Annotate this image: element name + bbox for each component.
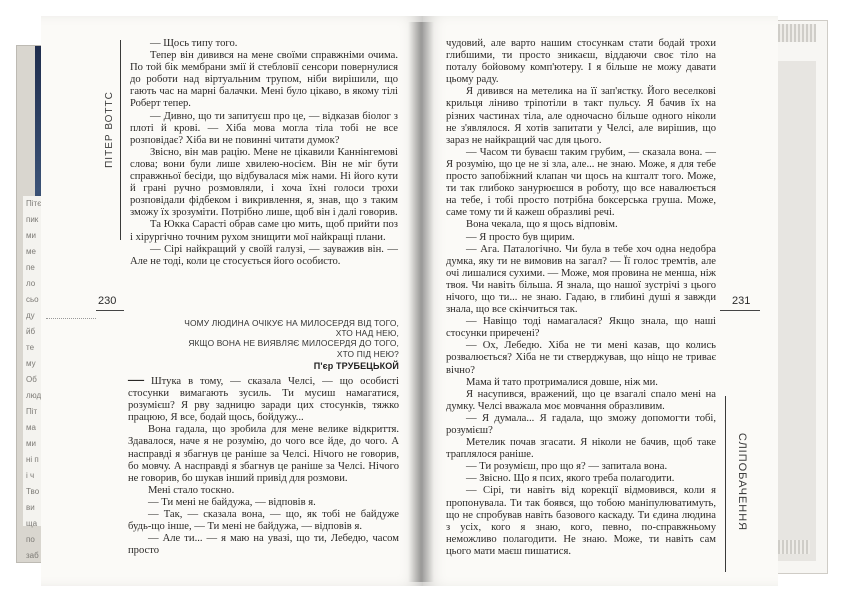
- paragraph: — Навіщо тоді намагалася? Якщо знала, що наші стосунки приречені?: [446, 316, 716, 340]
- paragraph: — Сірі, ти навіть від корекції відмовився, коли я пропонувала. Ти так боявся, що тобою маніпулюватимуть, що не спробував навіть базового каскаду. Ти єдина людина з усіх, кого я знаю, кого, певно, по-справжньому неможливо полагодити. Не знаю. Може, ти навіть сам цього мати маєш пишатися.: [446, 485, 716, 557]
- edge-text-fragment: пе: [26, 263, 35, 272]
- paragraph: Звісно, він мав рацію. Мене не цікавили Каннінгемові слова; вони були лише хвилею-носієм. Він не міг бути справжньої бесіди, що відбувалася між нами. Ні його кути й грані ручно розмовляли, і хоча їхні голоси трохи розповідали фідбеком і викривлення, я, знав, що з таким зможу їх зрозуміти. Потрібно лише, щоб він і далі говорив.: [130, 146, 398, 219]
- running-head-rule: [120, 40, 121, 240]
- chapter-first-paragraph: Штука в тому, — сказала Челсі, — що особисті стосунки вимагають зусиль. Ти мусиш намагатися, розумієш? Я рву задницю заради цих стосунків, тяжко працюю, Я все, бодай щось, бойдужу...: [128, 376, 399, 424]
- paragraph: Вона гадала, що зробила для мене велике відкриття. Здавалося, наче я не розумію, до чого все йде, до чого. А насправді я збагнув це раніше за Челсі. Нічого не говорив, бо мовчу. А насправді я збагнув це раніше за Челсі. Нічого не говорив, бо шукав інший привід для розмови.: [128, 424, 399, 484]
- paragraph: Та Юкка Сарасті обрав саме цю мить, щоб прийти поз і хірургічно точним рухом знищити мої найкращі плани.: [130, 219, 398, 243]
- chapter-opening: [128, 371, 399, 424]
- epigraph-author: П'єр ТРУБЕЦЬКОЙ: [313, 360, 399, 371]
- edge-text-fragment: Тво: [26, 487, 40, 496]
- paragraph: — Ти розумієш, про що я? — запитала вона.: [466, 461, 668, 473]
- edge-text-fragment: йб: [26, 327, 36, 336]
- paragraph: Я насупився, вражений, що це взагалі спало мені на думку. Челсі вважала моє мовчання образливим.: [446, 388, 716, 412]
- paragraph: — Я думала... Я гадала, що зможу допомогти тобі, розумієш?: [446, 412, 716, 436]
- paragraph: — Ох, Лебедю. Хіба не ти мені казав, що колись розвалюється? Хіба не ти стверджував, що ніщо не триває вічно?: [446, 340, 716, 376]
- epigraph: [180, 318, 399, 371]
- paragraph: — Ага. Паталогічно. Чи була в тебе хоч одна недобра думка, яку ти не вимовив на загал? — Її голос тремтів, але очі лишалися сухими. — Може, моя провина не менша, ніж твоя. Чи навіть більша. Я знала, що нашої зустрічі з цього нічого, що ти... не знаю. Гадаю, в глибині душі я завжди знала, що все скінчиться так.: [446, 243, 716, 316]
- paragraph: — Щось типу того.: [150, 38, 238, 49]
- page-stack-right: [770, 20, 828, 574]
- page-number-rule: [720, 310, 760, 311]
- right-running-head: [729, 396, 751, 572]
- edge-text-fragment: ща: [26, 519, 38, 528]
- paragraph: — Я просто був щирим.: [466, 231, 575, 243]
- paragraph: Вона чекала, що я щось відповім.: [466, 219, 618, 231]
- running-head-rule: [725, 396, 726, 572]
- epigraph-line: ЧОМУ ЛЮДИНА ОЧІКУЄ НА МИЛОСЕРДЯ ВІД ТОГО, ХТО НАД НЕЮ,: [184, 318, 399, 339]
- paragraph: — Сірі найкращий у своїй галузі, — зауважив він. — Але не тоді, коли це стосується його особисто.: [130, 243, 398, 267]
- page-stack-edge: [777, 61, 816, 561]
- paragraph: — Ти мені не байдужа, — відповів я.: [148, 496, 316, 508]
- edge-text-fragment: люд: [26, 391, 42, 400]
- edge-text-fragment: по: [26, 535, 35, 544]
- page-number-rule: [96, 310, 124, 311]
- edge-text-fragment: ми: [26, 231, 36, 240]
- paragraph: Метелик почав згасати. Я ніколи не бачив, щоб таке траплялося раніше.: [446, 437, 716, 461]
- edge-text-fragment: заб: [26, 551, 39, 560]
- edge-text-fragment: і ч: [26, 471, 35, 480]
- paragraph: Мама й тато протрималися довше, ніж ми.: [466, 376, 658, 388]
- edge-text-fragment: ме: [26, 247, 36, 256]
- book-spine-shadow: [408, 22, 434, 582]
- edge-text-fragment: ма: [26, 423, 36, 432]
- edge-text-fragment: пик: [26, 215, 39, 224]
- edge-text-fragment: ло: [26, 279, 36, 288]
- left-running-head: [102, 40, 116, 230]
- edge-text-fragment: ду: [26, 311, 35, 320]
- paragraph: — Часом ти буваєш таким грубим, — сказала вона. — Я розумію, що це не зі зла, але... не знаю. Може, я для тебе просто запобіжний клапан чи щось на кшталт того. Може, ти так глибоко занурюєшся в роботу, що все навалюється на тебе, і тобі просто потрібна боксерська груша. Може, саме тому ти й кажеш образливі речі.: [446, 146, 716, 219]
- paragraph: Тепер він дивився на мене своїми справжніми очима. По той бік мембрани змії й стебловії сенсори повернулися до роботи над віртуальним трупом, ніби вирішили, що гають час на марні балачки. Мені було цікаво, в якому тілі Роберт тепер.: [130, 50, 398, 110]
- paragraph: чудовий, але варто нашим стосункам стати бодай трохи глибшими, ти просто зникаєш, віддаючи своє тіло на поталу бойовому комп'ютеру. І я більше не можу давати цьому раду.: [446, 38, 716, 86]
- edge-text-fragment: Об: [26, 375, 37, 384]
- edge-text-fragment: ви: [26, 503, 35, 512]
- edge-text-fragment: сьо: [26, 295, 39, 304]
- paragraph: Мені стало тоскно.: [148, 484, 235, 496]
- edge-text-fragment: Пітє: [26, 199, 42, 208]
- paragraph: — Але ти... — я маю на увазі, що ти, Лебедю, часом просто: [128, 533, 399, 557]
- page-number-left: 230: [98, 295, 117, 307]
- paragraph: — Звісно. Що я псих, якого треба полагодити.: [466, 473, 675, 485]
- title-running-head: СЛІПОБАЧЕННЯ: [736, 432, 748, 532]
- edge-text-fragment: ні п: [26, 455, 39, 464]
- edge-text-fragment: те: [26, 343, 35, 352]
- author-running-head: ПІТЕР ВОТТС: [104, 91, 115, 168]
- epigraph-line: ЯКЩО ВОНА НЕ ВИЯВЛЯЄ МИЛОСЕРДЯ ДО ТОГО, ХТО ПІД НЕЮ?: [188, 338, 399, 359]
- left-page-top-text: [130, 38, 398, 268]
- paragraph: Я дивився на метелика на її зап'ястку. Його веселкові крильця ліниво тріпотіли в такт пульсу. Я бачив їх на різних частинах тіла, але одночасно більше одного ніколи не з'являлося. Я хотів запитати у Челсі, але вирішив, що зараз не найкращий час для цього.: [446, 86, 716, 146]
- page-number-right: 231: [732, 295, 751, 307]
- edge-text-fragment: Піт: [26, 407, 38, 416]
- right-page-text: [446, 38, 716, 558]
- left-page-chapter-text: [128, 371, 399, 557]
- edge-text-fragment: му: [26, 359, 36, 368]
- edge-text-fragment: ми: [26, 439, 36, 448]
- paragraph: — Так, — сказала вона, — що, як тобі не байдуже будь-що інше, — Ти мені не байдужа, — відповів я.: [128, 509, 399, 533]
- dotted-rule: [46, 318, 96, 319]
- chapter-dash: —: [128, 371, 144, 388]
- paragraph: — Дивно, що ти запитуєш про це, — відказав біолог з плоті й крові. — Хіба мова могла тіла тобі не все розповідає? Хіба ви не повинні читати думок?: [130, 110, 398, 146]
